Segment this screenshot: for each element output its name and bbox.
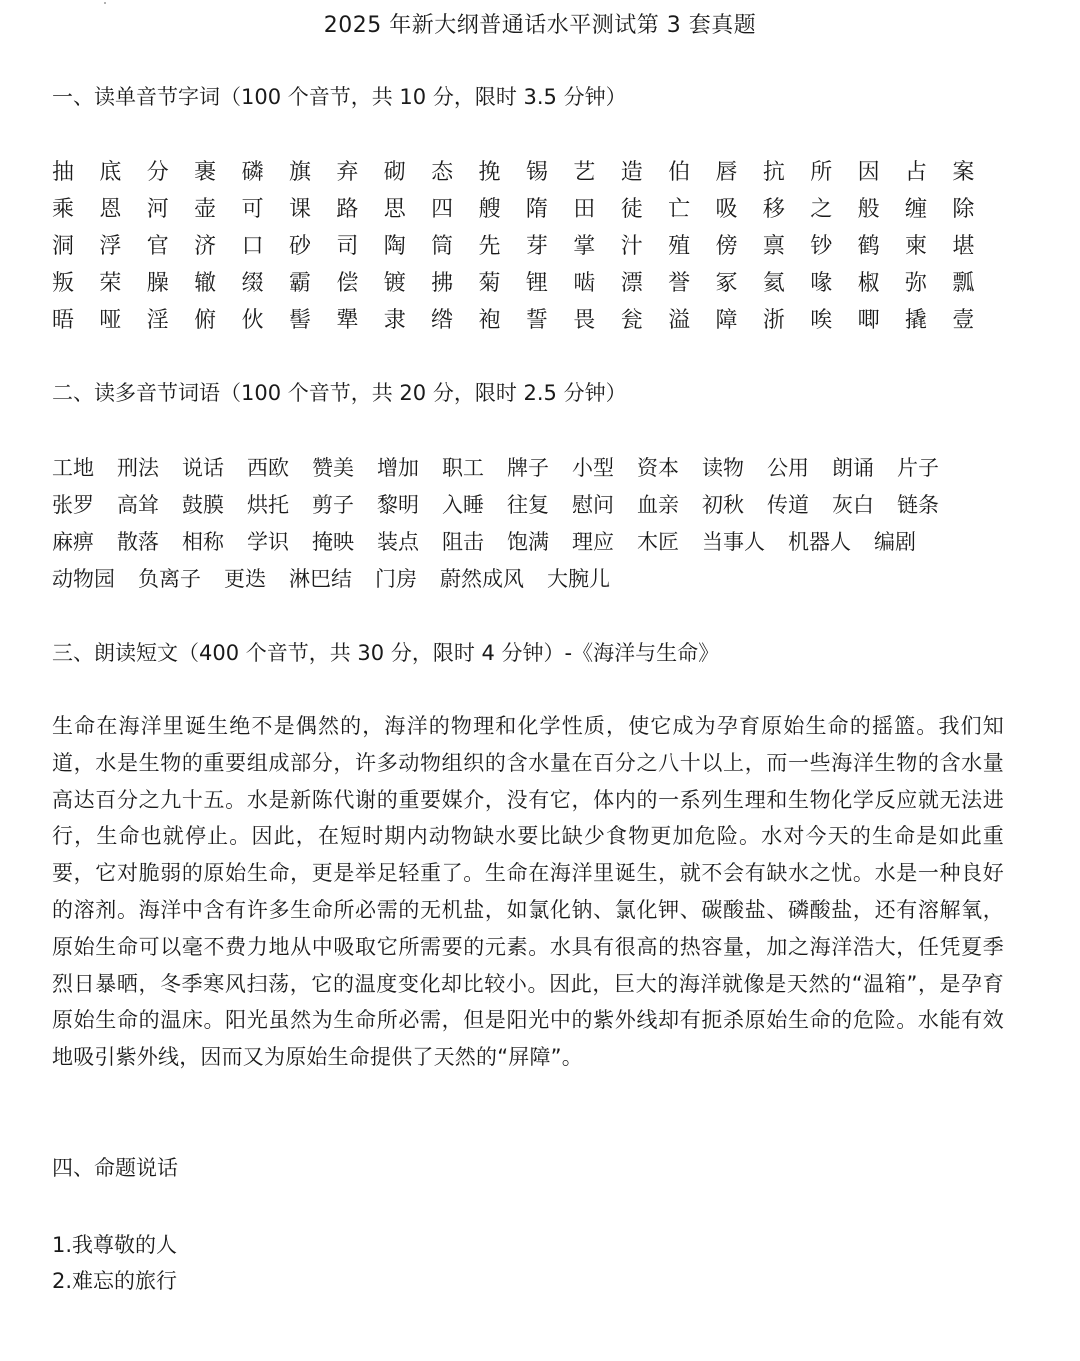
word-item: 传道 [767, 493, 809, 517]
word-item: 张罗 [52, 493, 94, 517]
char-item: 济 [194, 234, 217, 259]
char-item: 态 [431, 160, 454, 185]
char-item: 先 [478, 234, 501, 259]
char-item: 瓢 [952, 271, 975, 296]
char-item: 椒 [857, 271, 880, 296]
word-item: 散落 [117, 530, 159, 554]
char-item: 思 [383, 197, 406, 222]
word-item: 编剧 [874, 530, 916, 554]
char-item: 旗 [288, 160, 311, 185]
word-item: 掩映 [312, 530, 354, 554]
char-item: 浙 [762, 308, 785, 333]
char-item: 伙 [241, 308, 264, 333]
char-item: 袍 [478, 308, 501, 333]
char-item: 裹 [194, 160, 217, 185]
word-item: 装点 [377, 530, 419, 554]
word-item: 动物园 [52, 567, 115, 591]
char-item: 缀 [241, 271, 264, 296]
section4-heading: 四、命题说话 [52, 1156, 178, 1180]
char-item: 除 [952, 197, 975, 222]
char-item: 啮 [573, 271, 596, 296]
char-item: 晤 [52, 308, 75, 333]
char-item: 司 [336, 234, 359, 259]
char-item: 可 [241, 197, 264, 222]
page-title: 2025 年新大纲普通话水平测试第 3 套真题 [323, 13, 757, 38]
char-item: 占 [905, 160, 928, 185]
char-item: 砌 [383, 160, 406, 185]
char-item: 弃 [336, 160, 359, 185]
char-item: 锂 [525, 271, 548, 296]
word-item: 资本 [637, 456, 679, 480]
char-item: 犟 [336, 308, 359, 333]
section3-heading: 三、朗读短文（400 个音节，共 30 分，限时 4 分钟）-《海洋与生命》 [52, 641, 720, 665]
char-item: 浮 [99, 234, 122, 259]
char-item: 艺 [573, 160, 596, 185]
word-item: 慰问 [572, 493, 614, 517]
char-item: 唉 [810, 308, 833, 333]
word-item: 工地 [52, 456, 94, 480]
char-item: 抗 [762, 160, 785, 185]
single-syllable-grid [52, 154, 1012, 339]
char-item: 俯 [194, 308, 217, 333]
word-item: 初秋 [702, 493, 744, 517]
word-item: 鼓膜 [182, 493, 224, 517]
char-item: 撬 [905, 308, 928, 333]
word-item: 小型 [572, 456, 614, 480]
reading-passage: 生命在海洋里诞生绝不是偶然的，海洋的物理和化学性质，使它成为孕育原始生命的摇篮。我们知道，水是生物的重要组成部分，许多动物组织的含水量在百分之八十以上，而一些海洋生物的含水量高达百分之九十五。水是新陈代谢的重要媒介，没有它，体内的一系列生理和生物化学反应就无法进行，生命也就停止。因此，在短时期内动物缺水要比缺少食物更加危险。水对今天的生命是如此重要，它对脆弱的原始生命，更是举足轻重了。生命在海洋里诞生，就不会有缺水之忧。水是一种良好的溶剂。海洋中含有许多生命所必需的无机盐，如氯化钠、氯化钾、碳酸盐、磷酸盐，还有溶解氧，原始生命可以毫不费力地从中吸取它所需要的元素。水具有很高的热容量，加之海洋浩大，任凭夏季烈日暴晒，冬季寒风扫荡，它的温度变化却比较小。因此，巨大的海洋就像是天然的“温箱”，是孕育原始生命的温床。阳光虽然为生命所必需，但是阳光中的紫外线却有扼杀原始生命的危险。水能有效地吸引紫外线，因而又为原始生命提供了天然的“屏障”。 [52, 714, 1004, 1070]
char-item: 隋 [525, 197, 548, 222]
word-item: 门房 [375, 567, 417, 591]
char-item: 底 [99, 160, 122, 185]
char-item: 禀 [762, 234, 785, 259]
char-item: 障 [715, 308, 738, 333]
char-item: 叛 [52, 271, 75, 296]
char-item: 掌 [573, 234, 596, 259]
char-item: 四 [431, 197, 454, 222]
char-item: 隶 [383, 308, 406, 333]
char-item: 田 [573, 197, 596, 222]
char-item: 伯 [668, 160, 691, 185]
word-item: 麻痹 [52, 530, 94, 554]
word-row [52, 524, 1032, 561]
word-item: 读物 [702, 456, 744, 480]
scan-speck [104, 2, 106, 4]
char-item: 般 [857, 197, 880, 222]
char-item: 筒 [431, 234, 454, 259]
word-item: 剪子 [312, 493, 354, 517]
word-item: 往复 [507, 493, 549, 517]
speaking-topics [52, 1227, 177, 1299]
char-item: 壶 [194, 197, 217, 222]
char-item: 誉 [668, 271, 691, 296]
char-item: 芽 [525, 234, 548, 259]
char-item: 漂 [620, 271, 643, 296]
char-item: 缠 [905, 197, 928, 222]
char-item: 畏 [573, 308, 596, 333]
char-item: 河 [146, 197, 169, 222]
topic-item: 1.我尊敬的人 [52, 1233, 178, 1257]
char-item: 喙 [810, 271, 833, 296]
char-row [52, 191, 1012, 228]
char-item: 官 [146, 234, 169, 259]
char-row [52, 154, 1012, 191]
char-item: 柬 [905, 234, 928, 259]
word-item: 刑法 [117, 456, 159, 480]
char-item: 氦 [762, 271, 785, 296]
char-item: 誓 [525, 308, 548, 333]
char-item: 髻 [288, 308, 311, 333]
char-item: 瓮 [620, 308, 643, 333]
word-item: 职工 [442, 456, 484, 480]
word-item: 片子 [897, 456, 939, 480]
word-item: 相称 [182, 530, 224, 554]
char-item: 案 [952, 160, 975, 185]
char-item: 淫 [146, 308, 169, 333]
word-item: 朗诵 [832, 456, 874, 480]
char-row [52, 228, 1012, 265]
char-item: 唇 [715, 160, 738, 185]
char-item: 溢 [668, 308, 691, 333]
word-item: 烘托 [247, 493, 289, 517]
word-item: 高耸 [117, 493, 159, 517]
char-item: 之 [810, 197, 833, 222]
char-item: 哑 [99, 308, 122, 333]
word-item: 黎明 [377, 493, 419, 517]
char-item: 鹤 [857, 234, 880, 259]
char-item: 洞 [52, 234, 75, 259]
word-item: 西欧 [247, 456, 289, 480]
word-item: 阻击 [442, 530, 484, 554]
char-item: 挽 [478, 160, 501, 185]
char-item: 拂 [431, 271, 454, 296]
char-item: 所 [810, 160, 833, 185]
word-item: 负离子 [138, 567, 201, 591]
word-item: 理应 [572, 530, 614, 554]
char-item: 辙 [194, 271, 217, 296]
char-row [52, 302, 1012, 339]
word-item: 木匠 [637, 530, 679, 554]
char-item: 恩 [99, 197, 122, 222]
topic-item: 2.难忘的旅行 [52, 1269, 178, 1293]
word-item: 学识 [247, 530, 289, 554]
word-item: 增加 [377, 456, 419, 480]
word-row [52, 450, 1032, 487]
char-item: 路 [336, 197, 359, 222]
word-item: 当事人 [702, 530, 765, 554]
char-item: 分 [146, 160, 169, 185]
word-row [52, 561, 1032, 598]
char-item: 艘 [478, 197, 501, 222]
char-item: 汁 [620, 234, 643, 259]
char-item: 口 [241, 234, 264, 259]
char-item: 霸 [288, 271, 311, 296]
char-item: 绺 [431, 308, 454, 333]
char-item: 镀 [383, 271, 406, 296]
char-item: 吸 [715, 197, 738, 222]
char-item: 课 [288, 197, 311, 222]
char-item: 堪 [952, 234, 975, 259]
multi-syllable-grid [52, 450, 1032, 598]
section2-heading: 二、读多音节词语（100 个音节，共 20 分，限时 2.5 分钟） [52, 381, 627, 405]
char-item: 壹 [952, 308, 975, 333]
char-item: 偿 [336, 271, 359, 296]
char-item: 锡 [525, 160, 548, 185]
word-item: 蔚然成风 [440, 567, 524, 591]
word-item: 说话 [182, 456, 224, 480]
char-item: 冢 [715, 271, 738, 296]
word-item: 大腕儿 [547, 567, 610, 591]
char-item: 砂 [288, 234, 311, 259]
char-item: 磷 [241, 160, 264, 185]
word-item: 机器人 [788, 530, 851, 554]
word-item: 赞美 [312, 456, 354, 480]
word-item: 公用 [767, 456, 809, 480]
word-item: 血亲 [637, 493, 679, 517]
word-item: 更迭 [224, 567, 266, 591]
char-item: 殖 [668, 234, 691, 259]
char-item: 弥 [905, 271, 928, 296]
char-item: 亡 [668, 197, 691, 222]
word-item: 灰白 [832, 493, 874, 517]
char-item: 陶 [383, 234, 406, 259]
section1-heading: 一、读单音节字词（100 个音节，共 10 分，限时 3.5 分钟） [52, 85, 627, 109]
char-row [52, 265, 1012, 302]
word-item: 牌子 [507, 456, 549, 480]
char-item: 唧 [857, 308, 880, 333]
char-item: 造 [620, 160, 643, 185]
char-item: 钞 [810, 234, 833, 259]
char-item: 因 [857, 160, 880, 185]
char-item: 徒 [620, 197, 643, 222]
char-item: 荣 [99, 271, 122, 296]
word-item: 饱满 [507, 530, 549, 554]
word-item: 入睡 [442, 493, 484, 517]
char-item: 臊 [146, 271, 169, 296]
word-row [52, 487, 1032, 524]
char-item: 移 [762, 197, 785, 222]
word-item: 链条 [897, 493, 939, 517]
char-item: 抽 [52, 160, 75, 185]
char-item: 乘 [52, 197, 75, 222]
char-item: 菊 [478, 271, 501, 296]
char-item: 傍 [715, 234, 738, 259]
word-item: 淋巴结 [289, 567, 352, 591]
